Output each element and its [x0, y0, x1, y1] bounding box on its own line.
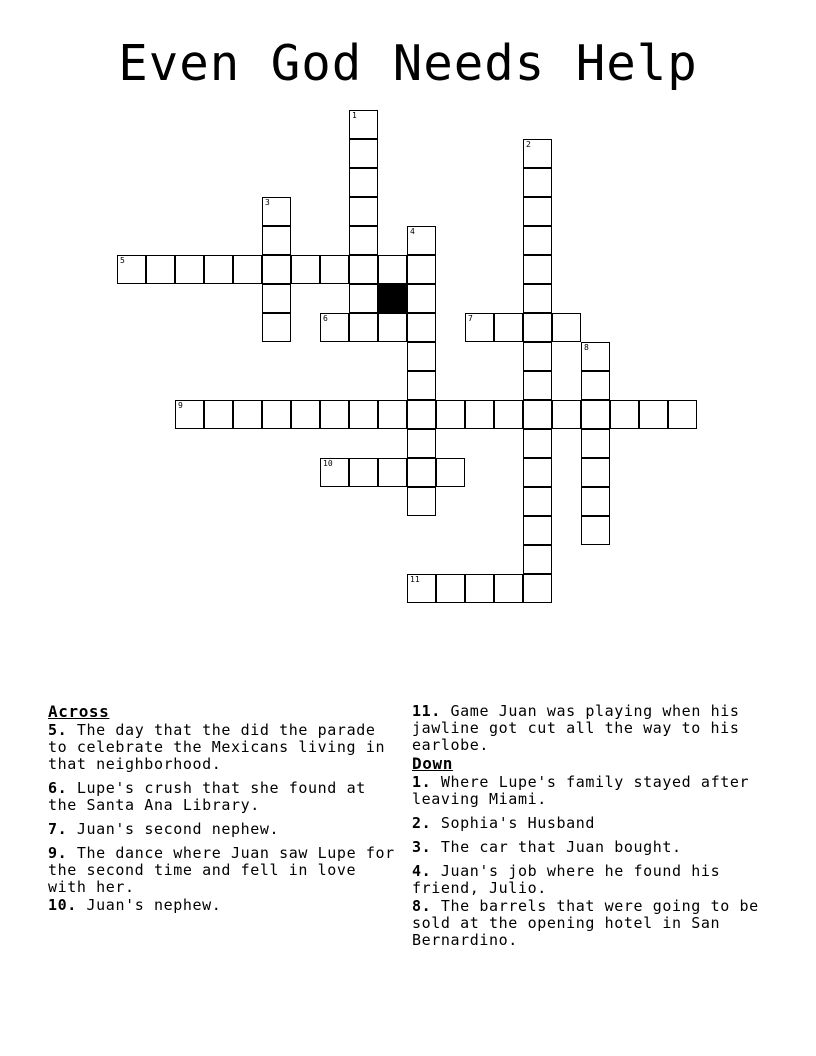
- grid-cell[interactable]: [465, 574, 494, 603]
- grid-cell[interactable]: [494, 400, 523, 429]
- clue-across-9: [48, 845, 398, 896]
- grid-cell[interactable]: [465, 313, 494, 342]
- clue-across-5: [48, 722, 398, 773]
- grid-cell[interactable]: [523, 313, 552, 342]
- clue-number: 10.: [48, 896, 77, 914]
- grid-cell[interactable]: [610, 400, 639, 429]
- clue-text: Game Juan was playing when his jawline got cut all the way to his earlobe.: [412, 702, 740, 754]
- grid-cell[interactable]: [378, 458, 407, 487]
- cell-number: 5: [120, 256, 125, 265]
- cell-number: 9: [178, 401, 183, 410]
- grid-cell[interactable]: [175, 400, 204, 429]
- cell-number: 6: [323, 314, 328, 323]
- grid-cell[interactable]: [523, 139, 552, 168]
- grid-cell[interactable]: [262, 313, 291, 342]
- grid-cell[interactable]: [523, 516, 552, 545]
- grid-cell[interactable]: [523, 168, 552, 197]
- grid-cell[interactable]: [523, 255, 552, 284]
- grid-cell[interactable]: [262, 226, 291, 255]
- clue-text: The barrels that were going to be sold at the opening hotel in San Bernardino.: [412, 897, 759, 949]
- grid-cell[interactable]: [436, 458, 465, 487]
- grid-cell[interactable]: [407, 429, 436, 458]
- grid-cell[interactable]: [349, 197, 378, 226]
- grid-cell[interactable]: [378, 313, 407, 342]
- grid-cell[interactable]: [233, 255, 262, 284]
- clue-number: 5.: [48, 721, 68, 739]
- clue-number: 4.: [412, 862, 432, 880]
- clue-number: 3.: [412, 838, 432, 856]
- grid-cell[interactable]: [349, 400, 378, 429]
- cell-number: 3: [265, 198, 270, 207]
- grid-cell[interactable]: [494, 574, 523, 603]
- clue-text: Sophia's Husband: [440, 814, 595, 832]
- grid-cell[interactable]: [320, 313, 349, 342]
- grid-cell[interactable]: [523, 400, 552, 429]
- grid-cell[interactable]: [349, 284, 378, 313]
- clue-across-10: [48, 897, 398, 914]
- grid-cell[interactable]: [407, 458, 436, 487]
- grid-cell[interactable]: [407, 371, 436, 400]
- clue-number: 6.: [48, 779, 68, 797]
- clue-text: The car that Juan bought.: [440, 838, 682, 856]
- grid-cell[interactable]: [523, 487, 552, 516]
- grid-cell[interactable]: [407, 255, 436, 284]
- grid-cell[interactable]: [349, 139, 378, 168]
- grid-cell[interactable]: [407, 313, 436, 342]
- grid-cell[interactable]: [523, 197, 552, 226]
- grid-cell[interactable]: [523, 458, 552, 487]
- clue-text: The dance where Juan saw Lupe for the second time and fell in love with her.: [48, 844, 395, 896]
- clues-left-column: [48, 703, 398, 921]
- grid-cell[interactable]: [581, 371, 610, 400]
- clue-text: The day that the did the parade to celebrate the Mexicans living in that neighborhood.: [48, 721, 386, 773]
- grid-cell[interactable]: [349, 110, 378, 139]
- cell-number: 4: [410, 227, 415, 236]
- grid-cell[interactable]: [204, 400, 233, 429]
- cell-number: 7: [468, 314, 473, 323]
- clue-number: 7.: [48, 820, 68, 838]
- clue-across-6: [48, 780, 398, 814]
- grid-cell[interactable]: [262, 284, 291, 313]
- clue-number: 2.: [412, 814, 432, 832]
- cell-number: 8: [584, 343, 589, 352]
- grid-cell[interactable]: [523, 226, 552, 255]
- clue-text: Juan's nephew.: [86, 896, 222, 914]
- grid-cell[interactable]: [349, 226, 378, 255]
- grid-cell[interactable]: [581, 487, 610, 516]
- clue-text: Juan's second nephew.: [76, 820, 280, 838]
- clue-down-4: [412, 863, 772, 897]
- clue-number: 11.: [412, 702, 441, 720]
- grid-cell[interactable]: [407, 400, 436, 429]
- clue-text: Juan's job where he found his friend, Julio.: [412, 862, 721, 897]
- clue-down-1: [412, 774, 772, 808]
- cell-number: 10: [323, 459, 333, 468]
- grid-cell[interactable]: [639, 400, 668, 429]
- grid-cell[interactable]: [465, 400, 494, 429]
- clue-text: Lupe's crush that she found at the Santa Ana Library.: [48, 779, 366, 814]
- grid-cell[interactable]: [407, 342, 436, 371]
- grid-cell[interactable]: [436, 574, 465, 603]
- grid-cell[interactable]: [581, 516, 610, 545]
- clue-across-7: [48, 821, 398, 838]
- grid-cell[interactable]: [146, 255, 175, 284]
- cell-number: 2: [526, 140, 531, 149]
- grid-cell[interactable]: [204, 255, 233, 284]
- grid-cell[interactable]: [523, 371, 552, 400]
- grid-cell[interactable]: [407, 284, 436, 313]
- grid-cell[interactable]: [668, 400, 697, 429]
- grid-cell[interactable]: [320, 458, 349, 487]
- cell-number: 1: [352, 111, 357, 120]
- grid-cell[interactable]: [349, 313, 378, 342]
- clue-across-11: [412, 703, 772, 754]
- grid-cell[interactable]: [320, 400, 349, 429]
- grid-cell[interactable]: [523, 342, 552, 371]
- grid-cell[interactable]: [581, 400, 610, 429]
- grid-cell[interactable]: [349, 255, 378, 284]
- clue-number: 1.: [412, 773, 432, 791]
- grid-cell[interactable]: [233, 400, 262, 429]
- grid-cell[interactable]: [523, 284, 552, 313]
- grid-cell[interactable]: [494, 313, 523, 342]
- clue-down-2: [412, 815, 772, 832]
- grid-cell[interactable]: [320, 255, 349, 284]
- grid-cell[interactable]: [523, 545, 552, 574]
- grid-cell[interactable]: [262, 197, 291, 226]
- puzzle-title: Even God Needs Help: [118, 35, 698, 92]
- grid-cell[interactable]: [291, 400, 320, 429]
- grid-block: [378, 284, 407, 313]
- grid-cell[interactable]: [581, 458, 610, 487]
- grid-cell[interactable]: [581, 429, 610, 458]
- grid-cell[interactable]: [407, 574, 436, 603]
- grid-cell[interactable]: [349, 458, 378, 487]
- grid-cell[interactable]: [523, 429, 552, 458]
- grid-cell[interactable]: [378, 400, 407, 429]
- grid-cell[interactable]: [436, 400, 465, 429]
- grid-cell[interactable]: [349, 168, 378, 197]
- grid-cell[interactable]: [407, 487, 436, 516]
- grid-cell[interactable]: [378, 255, 407, 284]
- clue-text: Where Lupe's family stayed after leaving Miami.: [412, 773, 750, 808]
- grid-cell[interactable]: [175, 255, 204, 284]
- clue-number: 9.: [48, 844, 68, 862]
- grid-cell[interactable]: [262, 255, 291, 284]
- grid-cell[interactable]: [552, 313, 581, 342]
- grid-cell[interactable]: [117, 255, 146, 284]
- grid-cell[interactable]: [291, 255, 320, 284]
- grid-cell[interactable]: [523, 574, 552, 603]
- grid-cell[interactable]: [552, 400, 581, 429]
- down-heading: Down: [412, 754, 453, 773]
- cell-number: 11: [410, 575, 420, 584]
- across-heading: Across: [48, 702, 110, 721]
- clues-right-column: [412, 703, 772, 956]
- clue-down-8: [412, 898, 772, 949]
- grid-cell[interactable]: [262, 400, 291, 429]
- grid-cell[interactable]: [407, 226, 436, 255]
- clue-number: 8.: [412, 897, 432, 915]
- grid-cell[interactable]: [581, 342, 610, 371]
- clue-down-3: [412, 839, 772, 856]
